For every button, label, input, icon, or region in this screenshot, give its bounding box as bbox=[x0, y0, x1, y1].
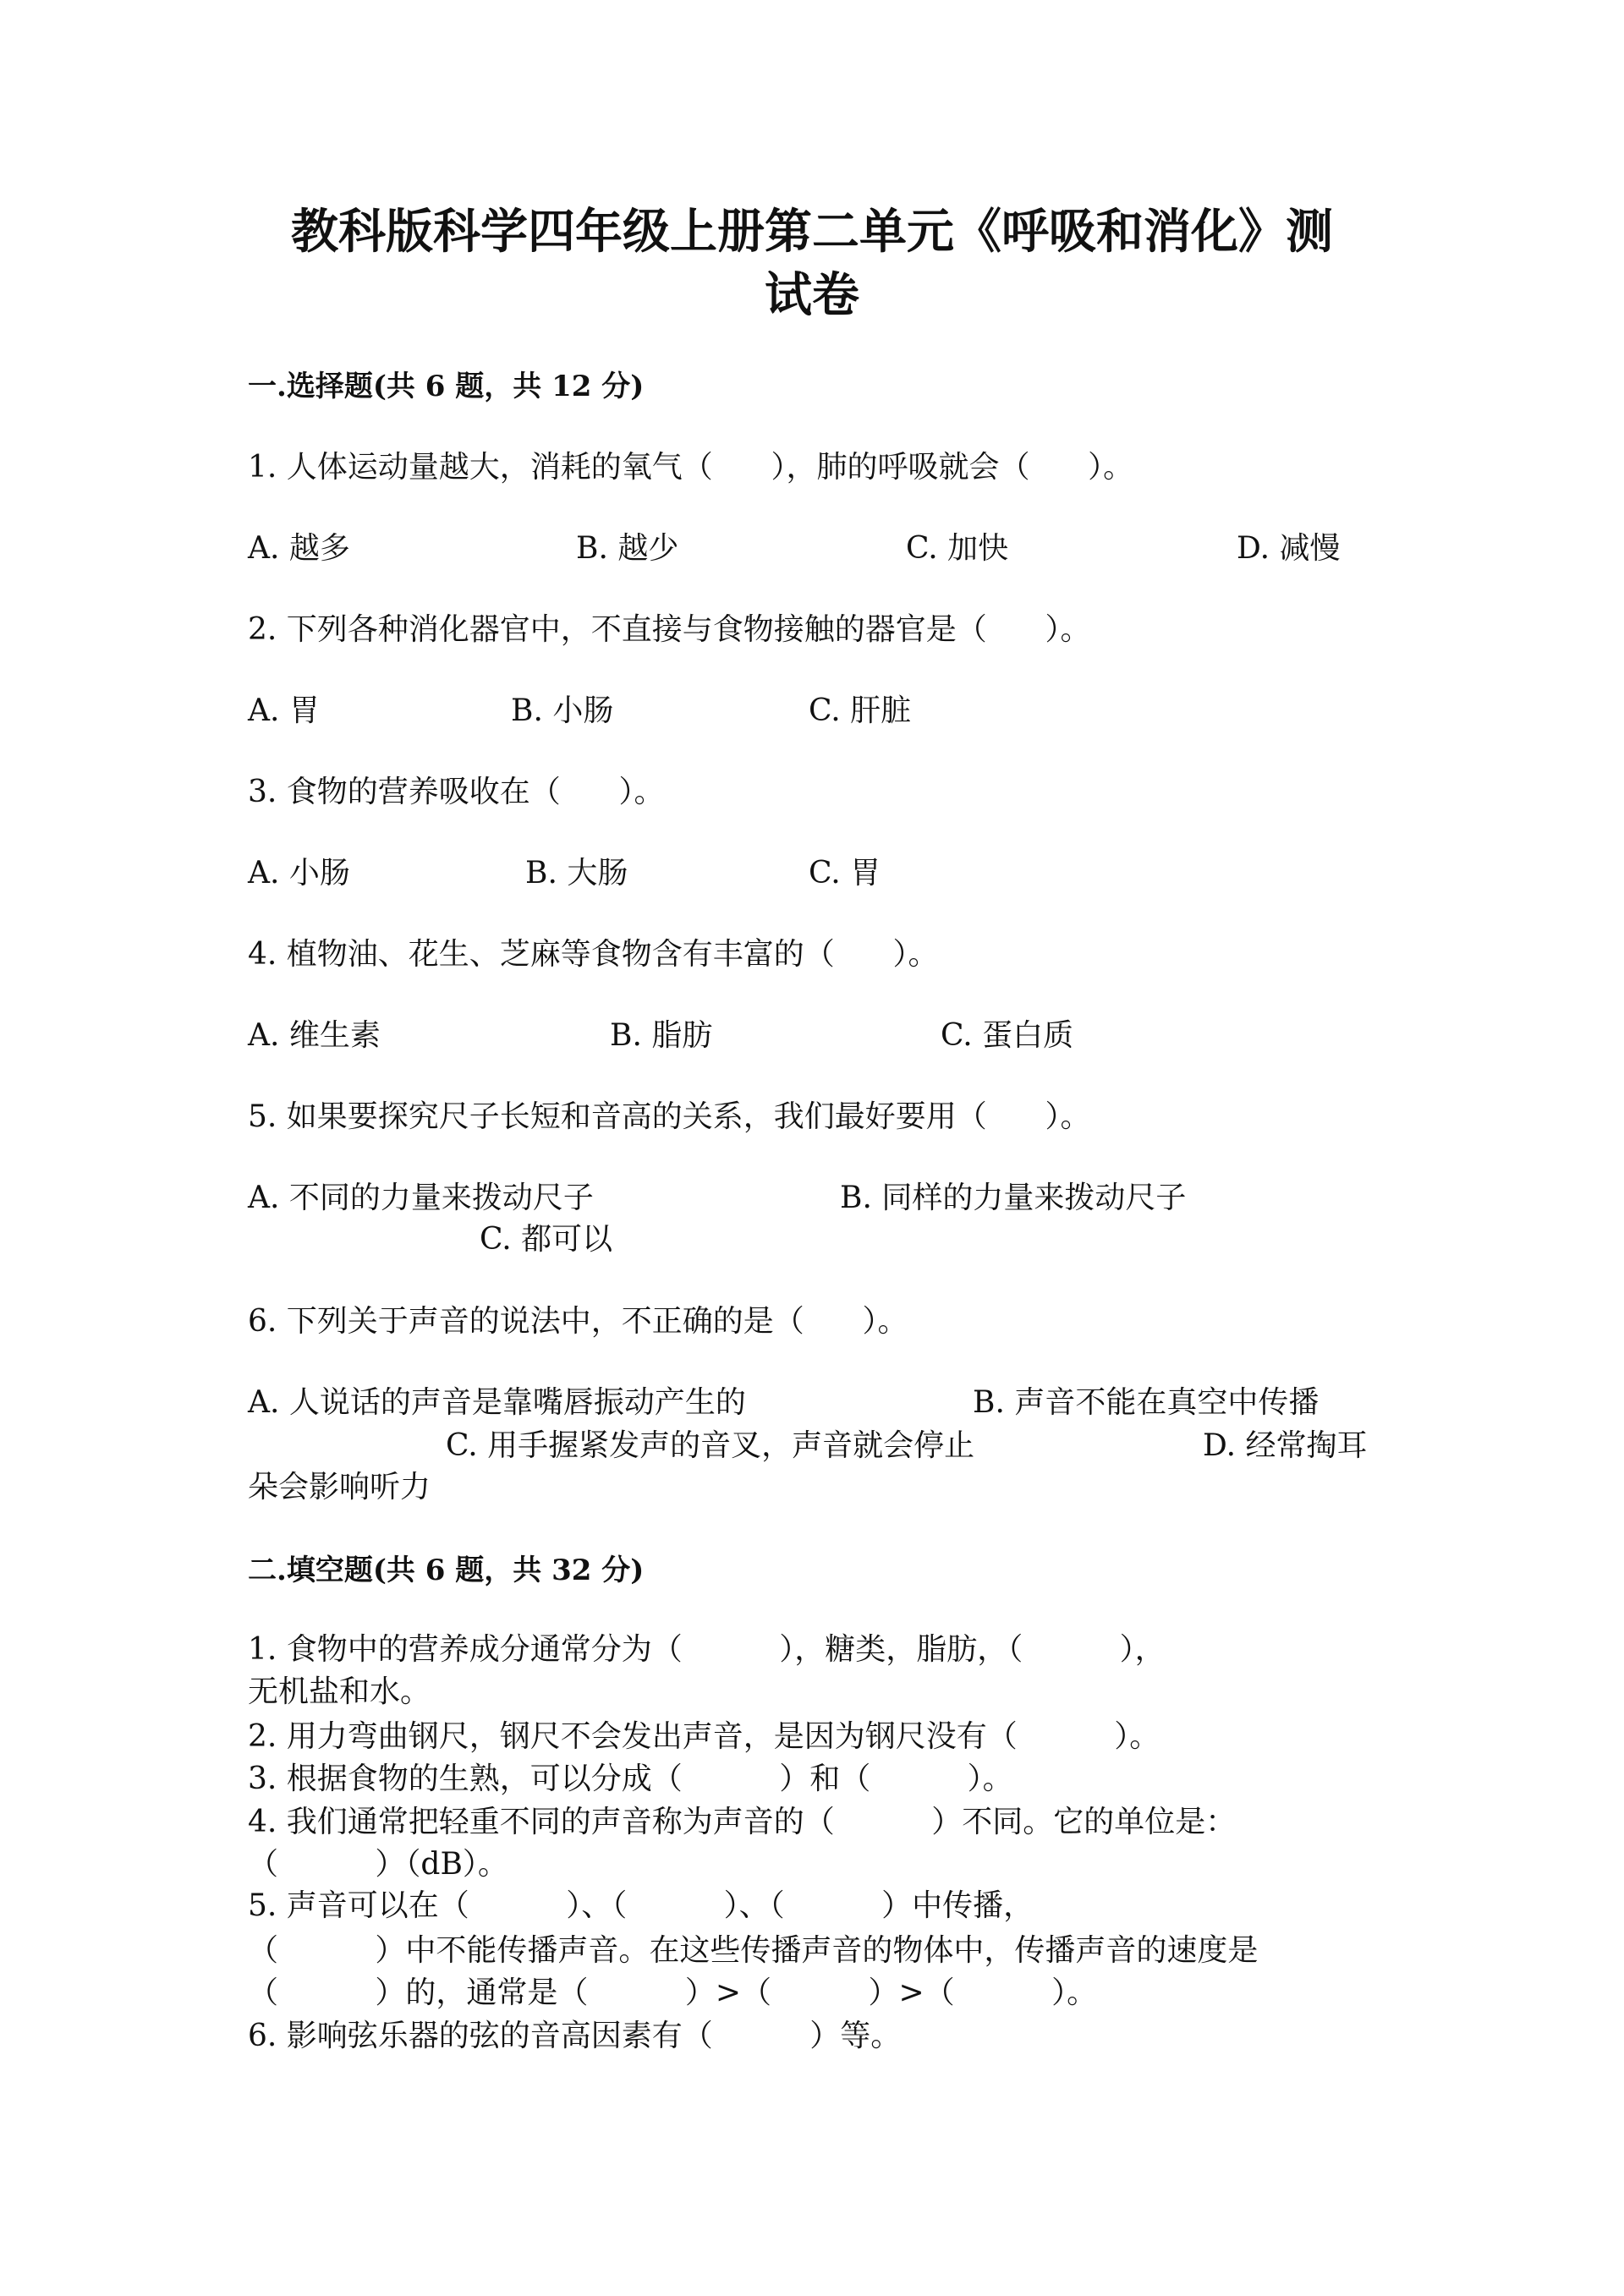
option: A. 越多 bbox=[248, 531, 350, 566]
option: A. 小肠 bbox=[248, 856, 350, 890]
fill-line: （ ）的，通常是（ ）>（ ）>（ ）。 bbox=[248, 1975, 1098, 2010]
option: D. 减慢 bbox=[1237, 531, 1341, 566]
option: C. 胃 bbox=[809, 856, 881, 890]
option: B. 越少 bbox=[576, 531, 679, 566]
option: A. 胃 bbox=[248, 693, 320, 728]
fill-line: 1. 食物中的营养成分通常分为（ ），糖类，脂肪，（ ）， bbox=[248, 1632, 1166, 1667]
option: D. 经常掏耳 bbox=[1203, 1428, 1368, 1463]
option: B. 脂肪 bbox=[610, 1018, 713, 1053]
page-title-line1: 教科版科学四年级上册第二单元《呼吸和消化》测 bbox=[291, 204, 1333, 260]
section-heading-fill: 二.填空题(共 6 题，共 32 分) bbox=[248, 1553, 645, 1587]
page-title-line2: 试卷 bbox=[765, 267, 859, 323]
option: C. 加快 bbox=[906, 531, 1009, 566]
option: C. 用手握紧发声的音叉，声音就会停止 bbox=[446, 1428, 975, 1463]
option: B. 声音不能在真空中传播 bbox=[973, 1385, 1320, 1420]
option: A. 维生素 bbox=[248, 1018, 381, 1053]
question-stem: 3. 食物的营养吸收在（ ）。 bbox=[248, 775, 665, 809]
fill-line: （ ）（dB）。 bbox=[248, 1847, 508, 1882]
option: B. 小肠 bbox=[511, 693, 614, 728]
question-stem: 6. 下列关于声音的说法中，不正确的是（ ）。 bbox=[248, 1304, 908, 1339]
fill-line: 3. 根据食物的生熟，可以分成（ ）和（ ）。 bbox=[248, 1762, 1013, 1796]
option: C. 蛋白质 bbox=[941, 1018, 1074, 1053]
fill-line: 5. 声音可以在（ ）、（ ）、（ ）中传播， bbox=[248, 1888, 1034, 1923]
fill-line: 2. 用力弯曲钢尺，钢尺不会发出声音，是因为钢尺没有（ ）。 bbox=[248, 1719, 1160, 1754]
question-stem: 2. 下列各种消化器官中，不直接与食物接触的器官是（ ）。 bbox=[248, 612, 1091, 647]
fill-line: 6. 影响弦乐器的弦的音高因素有（ ）等。 bbox=[248, 2019, 902, 2053]
option: A. 不同的力量来拨动尺子 bbox=[248, 1181, 594, 1215]
question-stem: 4. 植物油、花生、芝麻等食物含有丰富的（ ）。 bbox=[248, 937, 939, 972]
option: B. 大肠 bbox=[525, 856, 628, 890]
question-stem: 5. 如果要探究尺子长短和音高的关系，我们最好要用（ ）。 bbox=[248, 1099, 1091, 1134]
option-continuation: 朵会影响听力 bbox=[248, 1470, 431, 1504]
option: C. 都可以 bbox=[480, 1222, 613, 1257]
section-heading-choice: 一.选择题(共 6 题，共 12 分) bbox=[248, 370, 645, 403]
fill-line: （ ）中不能传播声音。在这些传播声音的物体中，传播声音的速度是 bbox=[248, 1933, 1259, 1968]
option: C. 肝脏 bbox=[809, 693, 912, 728]
fill-line: 无机盐和水。 bbox=[248, 1674, 431, 1709]
question-stem: 1. 人体运动量越大，消耗的氧气（ ），肺的呼吸就会（ ）。 bbox=[248, 450, 1134, 485]
option: B. 同样的力量来拨动尺子 bbox=[840, 1181, 1187, 1215]
option: A. 人说话的声音是靠嘴唇振动产生的 bbox=[248, 1385, 746, 1420]
fill-line: 4. 我们通常把轻重不同的声音称为声音的（ ）不同。它的单位是： bbox=[248, 1805, 1237, 1839]
